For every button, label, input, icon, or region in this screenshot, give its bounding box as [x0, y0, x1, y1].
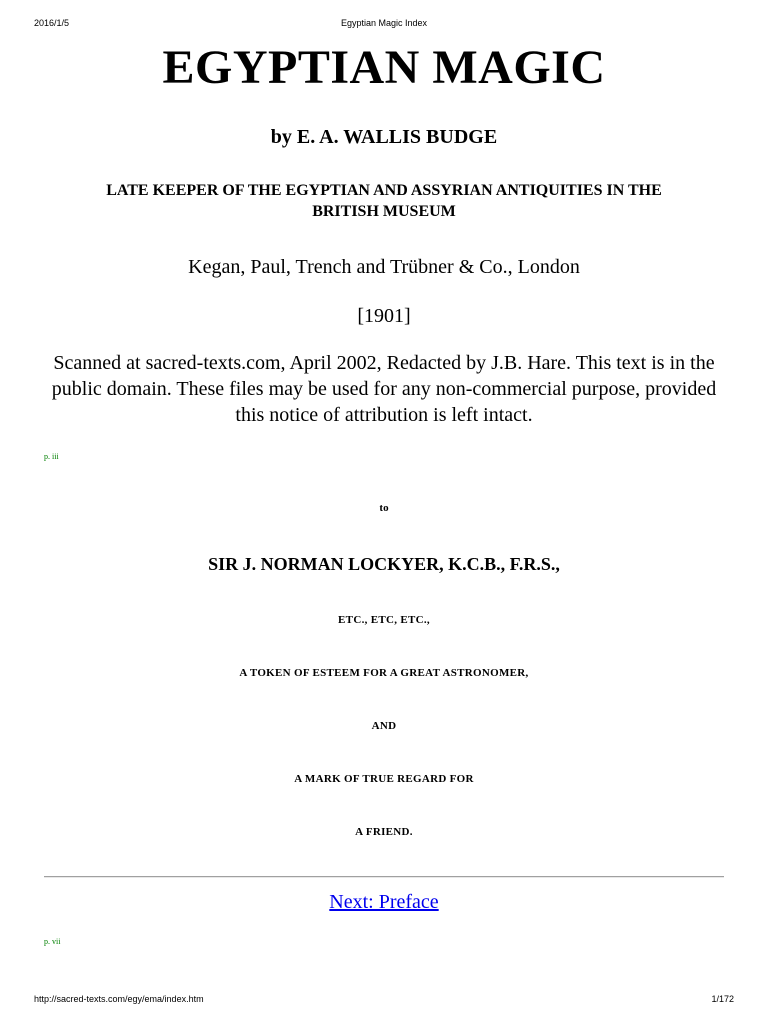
author-byline: by E. A. WALLIS BUDGE: [270, 126, 498, 148]
dedicatee-name: SIR J. NORMAN LOCKYER, K.C.B., F.R.S.,: [208, 554, 560, 574]
dedication-line-2: A TOKEN OF ESTEEM FOR A GREAT ASTRONOMER,: [239, 667, 529, 679]
print-header: [34, 18, 734, 32]
author-subtitle: LATE KEEPER OF THE EGYPTIAN AND ASSYRIAN ANTIQUITIES IN THE BRITISH MUSEUM: [106, 182, 662, 220]
dedication-line-4: A MARK OF TRUE REGARD FOR: [294, 773, 474, 785]
attribution-notice: Scanned at sacred-texts.com, April 2002, Redacted by J.B. Hare. This text is in the public domain. These files may be used for any non-commercial purpose, provided this notice of attribution is left intact.: [51, 352, 717, 426]
page-marker-vii: p. vii: [44, 937, 61, 946]
book-title: EGYPTIAN MAGIC: [162, 41, 606, 94]
print-page-count: 1/172: [711, 994, 734, 1004]
dedication-line-3: AND: [371, 720, 397, 732]
publisher-line: Kegan, Paul, Trench and Trübner & Co., London: [188, 256, 580, 278]
next-nav: [44, 889, 724, 915]
horizontal-rule: [44, 876, 724, 878]
dedication-line-5: A FRIEND.: [355, 826, 413, 838]
page-marker-iii: p. iii: [44, 452, 59, 461]
dedication-to: to: [379, 502, 389, 514]
print-footer: [34, 994, 734, 1008]
print-page-title: Egyptian Magic Index: [340, 18, 428, 28]
print-date: 2016/1/5: [34, 18, 70, 28]
next-preface-link[interactable]: Next: Preface: [329, 891, 439, 913]
dedication-line-1: ETC., ETC, ETC.,: [338, 614, 430, 626]
publication-year: [1901]: [357, 305, 411, 327]
print-url: http://sacred-texts.com/egy/ema/index.htm: [34, 994, 204, 1004]
